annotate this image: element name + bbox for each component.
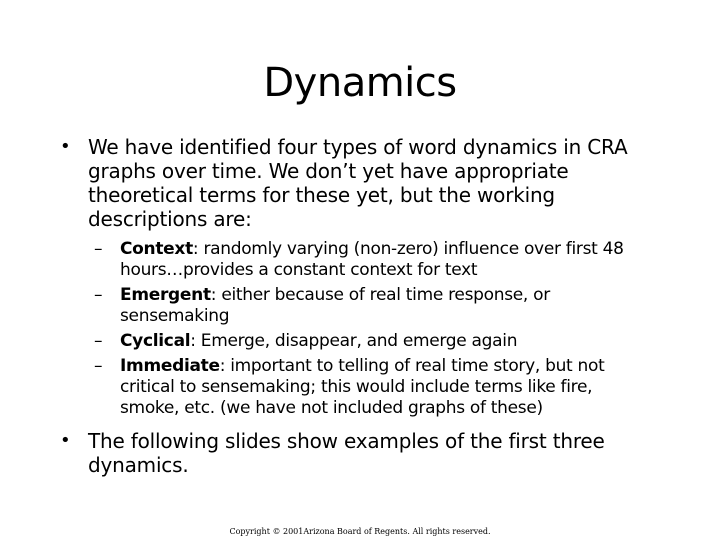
dash-marker: –: [94, 356, 103, 376]
slide-body: [0, 135, 720, 477]
dynamic-term: Emergent: [120, 285, 211, 305]
dynamic-description: : either because of real time response, or sensemaking: [120, 285, 550, 326]
bullet-marker: •: [60, 136, 71, 157]
bullet-marker: •: [60, 430, 71, 451]
dynamic-item-emergent: [0, 285, 655, 327]
bullet-text: We have identified four types of word dynamics in CRA graphs over time. We don’t yet have appropriate theoretical terms for these yet, but the working descriptions are:: [88, 135, 628, 231]
dynamics-list: [0, 239, 720, 419]
dynamic-item-immediate: [0, 356, 655, 419]
dynamic-term: Context: [120, 239, 193, 259]
dash-marker: –: [94, 331, 103, 351]
dash-marker: –: [94, 239, 103, 259]
dash-marker: –: [94, 285, 103, 305]
copyright-footer: Copyright © 2001Arizona Board of Regents. All rights reserved.: [229, 527, 491, 536]
dynamic-description: : important to telling of real time story, but not critical to sensemaking; this would include terms like fire, smoke, etc. (we have not included graphs of these): [120, 356, 605, 418]
dynamic-description: : Emerge, disappear, and emerge again: [190, 331, 518, 351]
dynamic-term: Cyclical: [120, 331, 191, 351]
dynamic-item-context: [0, 239, 655, 281]
dynamic-term: Immediate: [120, 356, 220, 376]
bullet-point-1: [0, 135, 648, 231]
bullet-text: The following slides show examples of the first three dynamics.: [88, 429, 605, 477]
slide-title: Dynamics: [263, 60, 457, 106]
bullet-point-2: [0, 429, 648, 477]
dynamic-description: : randomly varying (non-zero) influence over first 48 hours…provides a constant context for text: [120, 239, 624, 280]
dynamic-item-cyclical: [0, 331, 655, 352]
